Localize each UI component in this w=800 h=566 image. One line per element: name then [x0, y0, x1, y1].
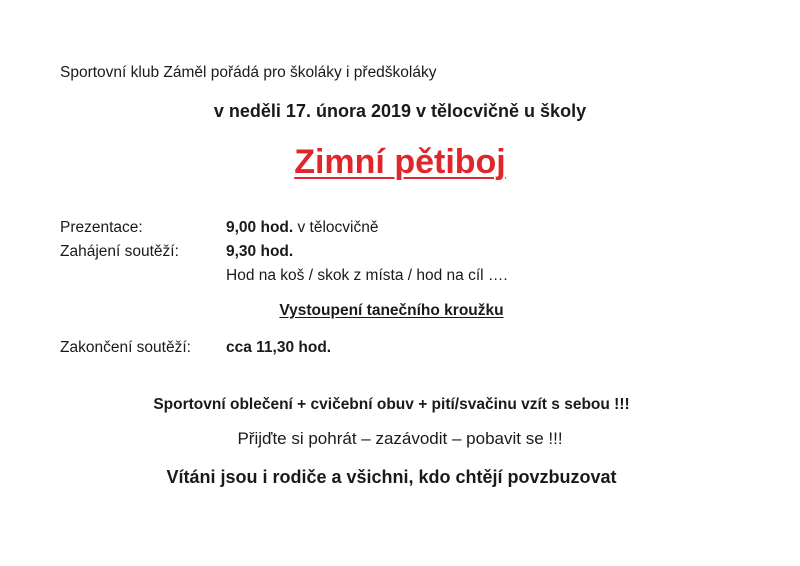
start-time: 9,30 hod. [226, 243, 294, 260]
registration-label: Prezentace: [60, 219, 143, 236]
registration-place: v tělocvičně [293, 219, 379, 236]
dance-performance: Vystoupení tanečního kroužku [279, 302, 504, 319]
event-title: Zimní pětiboj [294, 143, 506, 181]
start-label: Zahájení soutěží: [60, 243, 179, 260]
intro-text: Sportovní klub Záměl pořádá pro školáky i předškoláky [60, 64, 437, 81]
date-line: v neděli 17. února 2019 v tělocvičně u školy [213, 101, 587, 121]
end-time: cca 11,30 hod. [226, 339, 332, 356]
welcome-line: Vítáni jsou i rodiče a všichni, kdo chtějí povzbuzovat [166, 467, 617, 487]
registration-value [226, 219, 378, 237]
end-label: Zakončení soutěží: [60, 339, 191, 356]
come-line: Přijďte si pohrát – zazávodit – pobavit se !!! [237, 429, 563, 448]
bring-line: Sportovní oblečení + cvičební obuv + pití/svačinu vzít s sebou !!! [153, 396, 630, 413]
events-list: Hod na koš / skok z místa / hod na cíl …. [226, 267, 508, 284]
registration-time: 9,00 hod. [226, 219, 294, 236]
